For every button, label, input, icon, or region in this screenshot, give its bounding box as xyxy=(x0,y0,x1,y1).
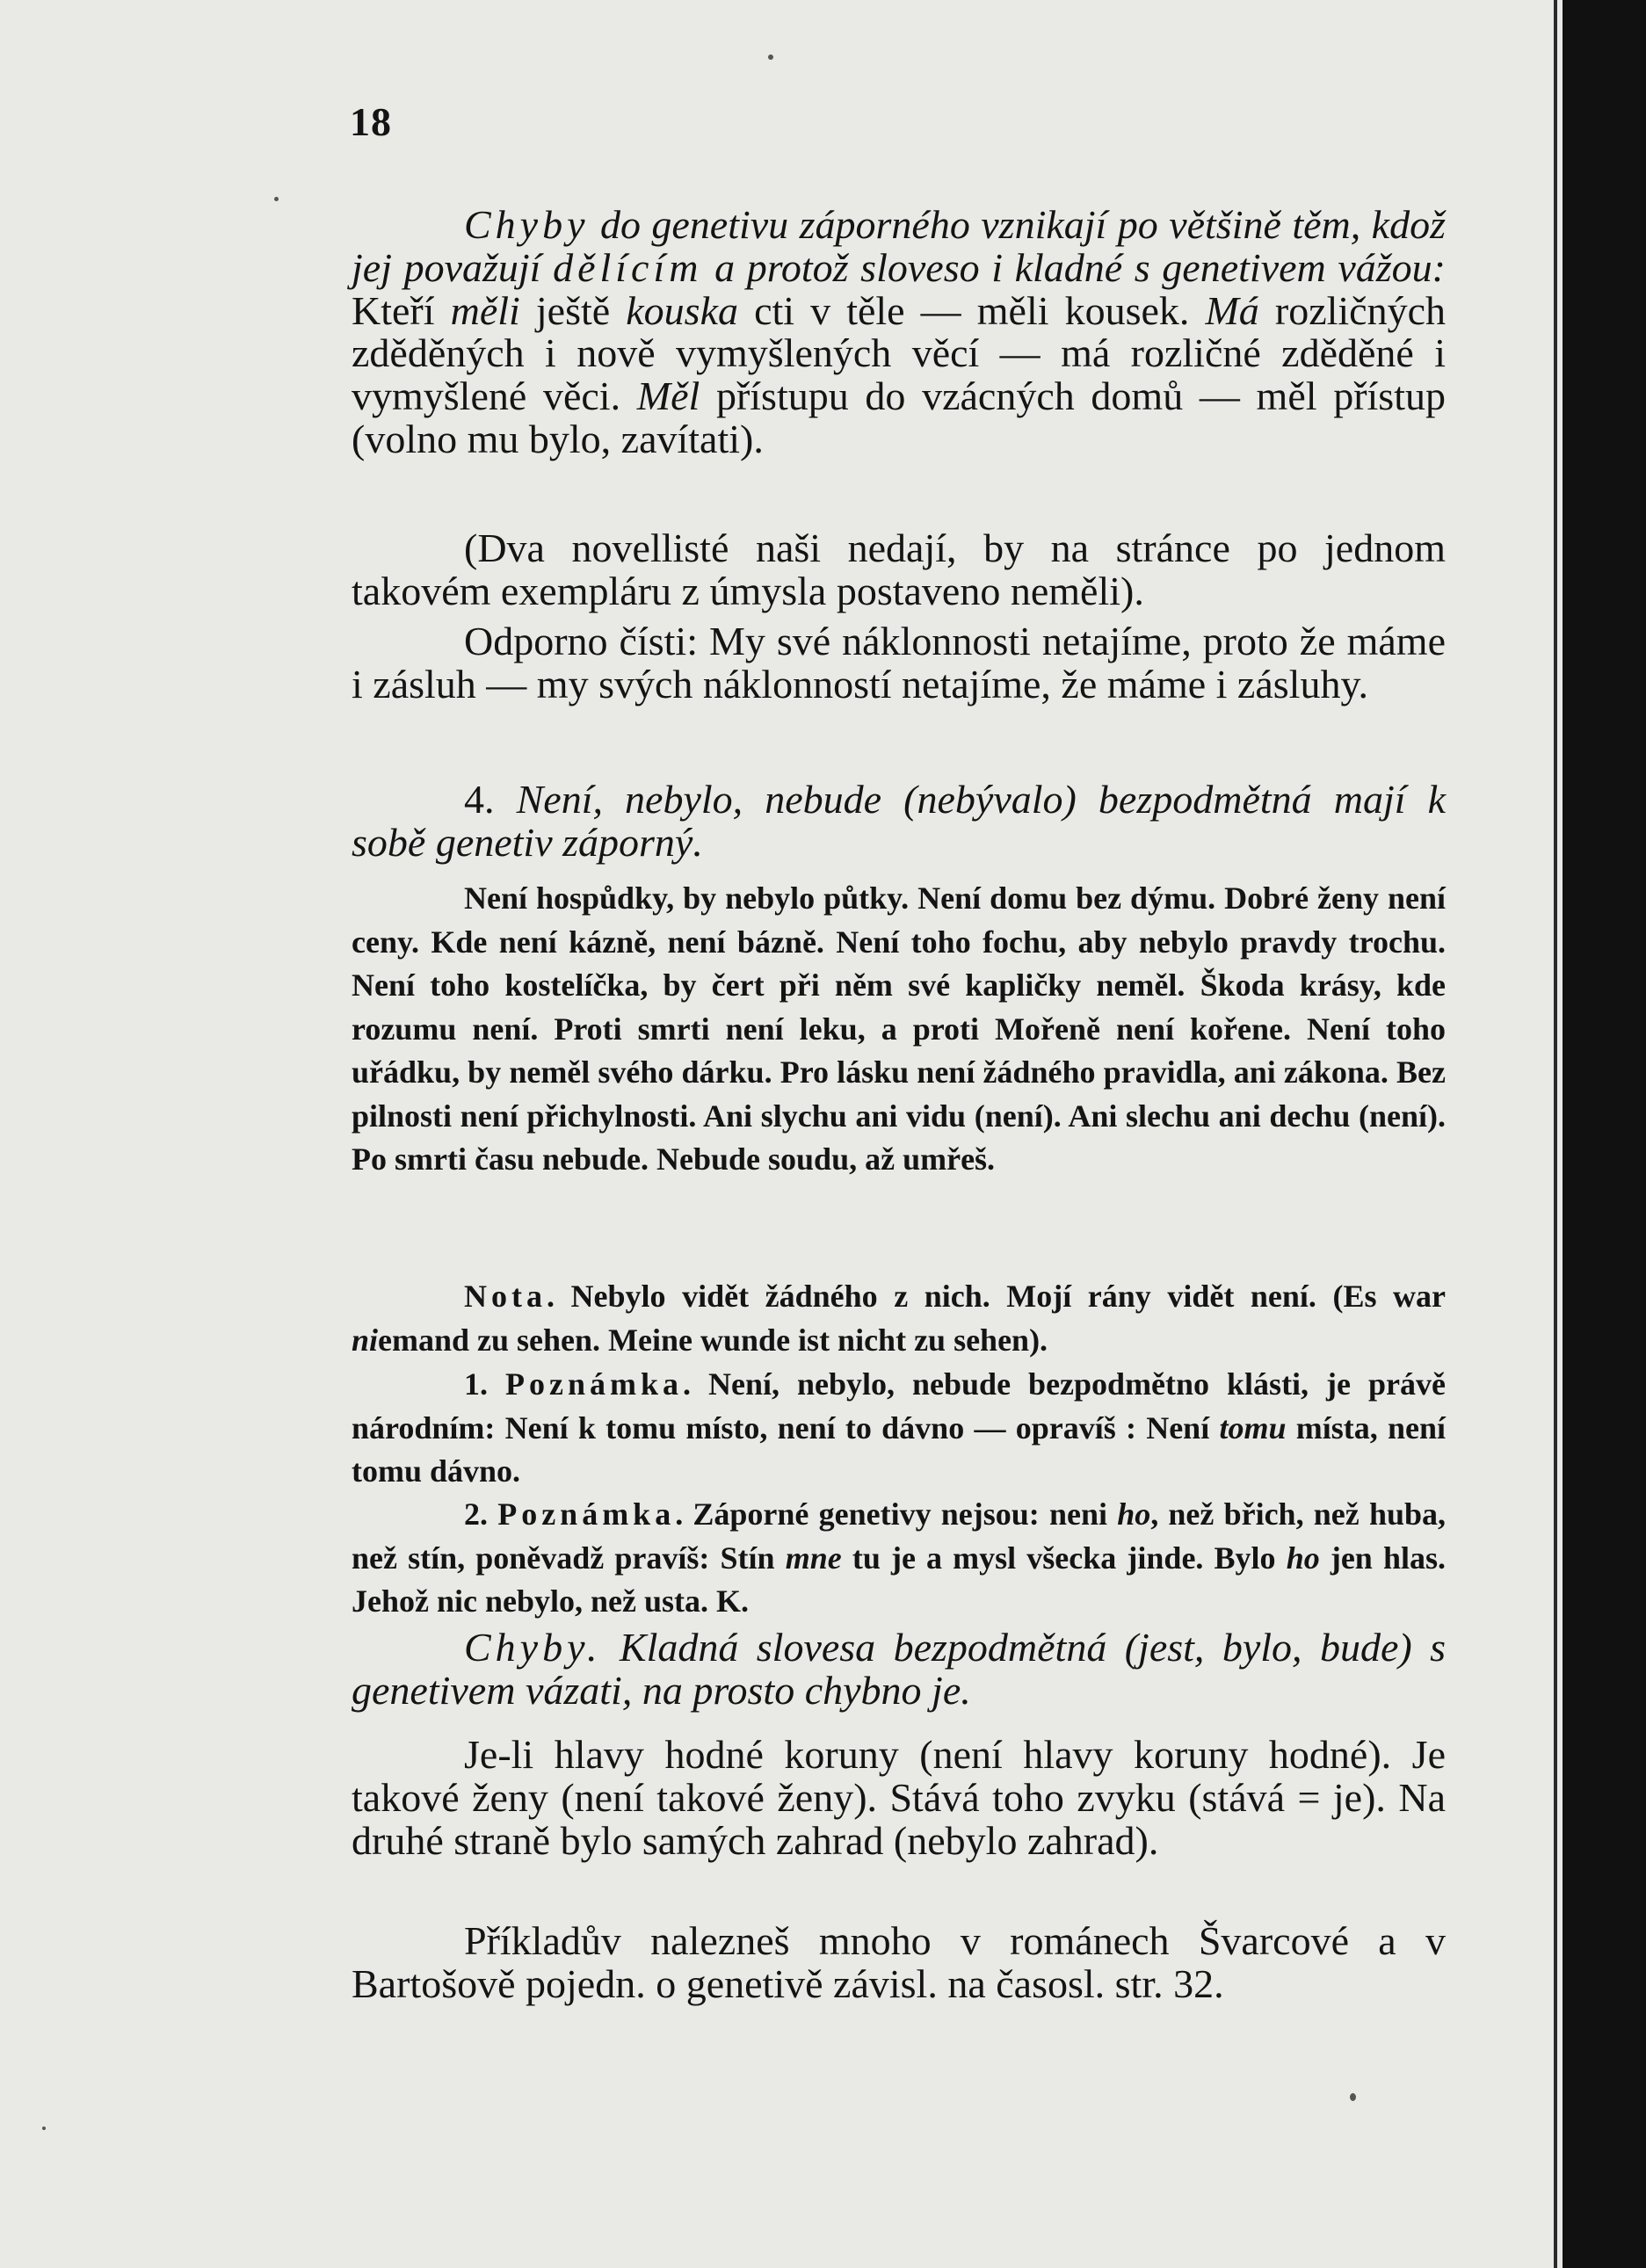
term-chyby: Chyby xyxy=(464,202,590,247)
paragraph-prikladuv: Příkladův nalezneš mnoho v románech Švarcové a v Bartošově pojedn. o genetivě závisl. na časosl. str. 32. xyxy=(352,1918,1446,2006)
paragraph-nota: Nota. Nebylo vidět žádného z nich. Mojí rány vidět není. (Es war niemand zu sehen. Meine wunde ist nicht zu sehen). xyxy=(352,1279,1446,1358)
scan-border xyxy=(1563,0,1646,2268)
paragraph-chyby-genetiv: Chyby do genetivu záporného vznikají po většině těm, kdož jej považují dělícím a protož sloveso i kladné s genetivem vážou: Kteří měli ještě kouska cti v těle — měli kousek. Má rozličných zděděných i nově vymyšlených věcí — má rozličné zděděné i vymyšlené věci. Měl přístupu do vzácných domů — měl přístup (volno mu bylo, zavítati). xyxy=(352,202,1447,461)
paragraph-je-li-hlavy: Je-li hlavy hodné koruny (není hlavy koruny hodné). Je takové ženy (není takové ženy). Stává toho zvyku (stává = je). Na druhé straně bylo samých zahrad (nebylo zahrad). xyxy=(352,1732,1446,1863)
paragraph-chyby-kladna: Chyby. Kladná slovesa bezpodmětná (jest, bylo, bude) s genetivem vázati, na prosto chybno je. xyxy=(352,1625,1446,1713)
print-speck xyxy=(768,54,773,60)
paragraph-poznamka-2: 2. Poznámka. Záporné genetivy nejsou: neni ho, než břich, než huba, než stín, poněvadž pravíš: Stín mne tu je a mysl všecka jinde. Bylo ho jen hlas. Jehož nic nebylo, než usta. K. xyxy=(352,1496,1447,1619)
paragraph-examples: Není hospůdky, by nebylo půtky. Není domu bez dýmu. Dobré ženy není ceny. Kde není kázně, není bázně. Není toho fochu, aby nebylo pravdy trochu. Není toho kostelíčka, by čert při něm své kapličky neměl. Škoda krásy, kde rozumu není. Proti smrti není leku, a proti Mořeně není kořene. Není toho uřádku, by neměl svého dárku. Pro lásku není žádného pravidla, ani zákona. Bez pilnosti není přichylnosti. Ani slychu ani vidu (není). Ani slechu ani dechu (není). Po smrti času nebude. Nebude soudu, až umřeš. xyxy=(352,880,1446,1177)
print-speck xyxy=(274,197,279,201)
label-poznamka-1: Poznámka xyxy=(505,1366,683,1402)
label-nota: Nota xyxy=(464,1279,547,1314)
label-poznamka-2: Poznámka xyxy=(497,1496,676,1532)
section-heading-4: 4. Není, nebylo, nebude (nebývalo) bezpodmětná mají k sobě genetiv záporný. xyxy=(352,777,1447,865)
paragraph-odporno: Odporno čísti: My své náklonnosti netajíme, proto že máme i zásluh — my svých náklonností netajíme, že máme i zásluhy. xyxy=(352,619,1446,706)
print-speck xyxy=(42,2127,46,2130)
term-chyby-2: Chyby. xyxy=(464,1625,602,1670)
paragraph-novelliste: (Dva novellisté naši nedají, by na stránce po jednom takovém exempláru z úmysla postaveno neměli). xyxy=(352,525,1446,613)
page-number: 18 xyxy=(350,99,392,144)
print-speck xyxy=(1350,2093,1356,2101)
paragraph-poznamka-1: 1. Poznámka. Není, nebylo, nebude bezpodmětno klásti, je právě národním: Není k tomu místo, není to dávno — opravíš : Není tomu místa, není tomu dávno. xyxy=(352,1366,1446,1489)
page-edge-line xyxy=(1554,0,1557,2268)
